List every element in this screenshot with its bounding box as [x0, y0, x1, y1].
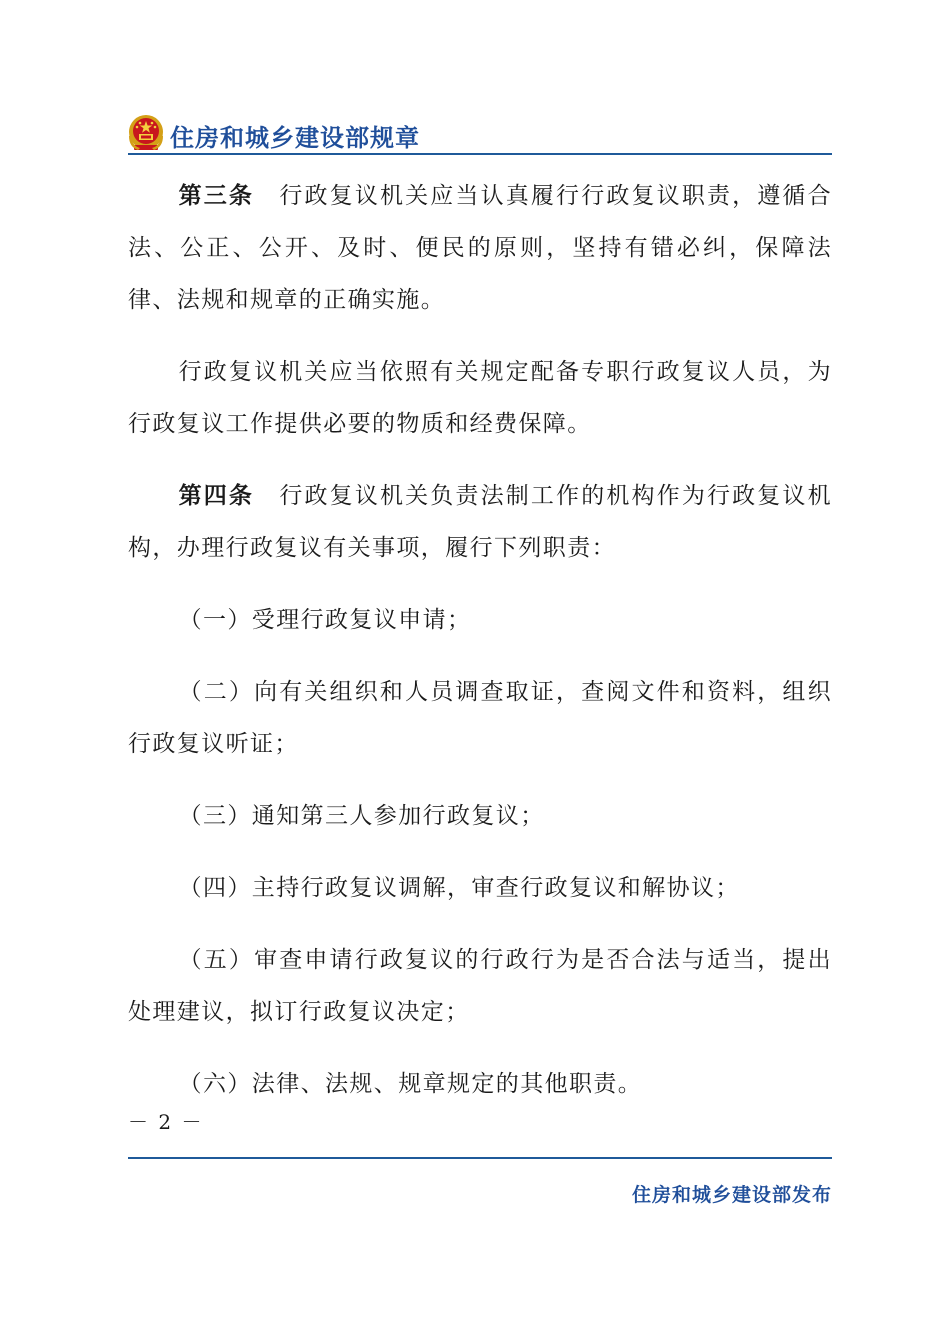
- list-item-text: （四）主持行政复议调解，审查行政复议和解协议；: [178, 875, 740, 901]
- list-item-text: （二）向有关组织和人员调查取证，查阅文件和资料，组织行政复议听证；: [128, 679, 832, 757]
- article-text: 行政复议机关应当认真履行行政复议职责，遵循合法、公正、公开、及时、便民的原则，坚持有错必纠，保障法律、法规和规章的正确实施。: [128, 183, 832, 313]
- footer-rule: [128, 1157, 832, 1159]
- article-heading: 第四条: [178, 483, 255, 509]
- page-number: － 2 －: [128, 1110, 204, 1134]
- national-emblem-icon: [128, 114, 164, 152]
- duty-item-6: [128, 1058, 832, 1110]
- document-body: [128, 170, 832, 1110]
- page-header: [128, 112, 832, 156]
- duty-item-4: [128, 862, 832, 914]
- article-4: [128, 470, 832, 574]
- duty-item-1: [128, 594, 832, 646]
- article-3-paragraph-2: [128, 346, 832, 450]
- list-item-text: （六）法律、法规、规章规定的其他职责。: [178, 1071, 643, 1097]
- footer-publisher: 住房和城乡建设部发布: [631, 1184, 832, 1206]
- duty-item-5: [128, 934, 832, 1038]
- paragraph-text: 行政复议机关应当依照有关规定配备专职行政复议人员，为行政复议工作提供必要的物质和经费保障。: [128, 359, 832, 437]
- header-rule: [128, 153, 832, 155]
- list-item-text: （五）审查申请行政复议的行政行为是否合法与适当，提出处理建议，拟订行政复议决定；: [128, 947, 832, 1025]
- article-heading: 第三条: [178, 183, 255, 209]
- list-item-text: （三）通知第三人参加行政复议；: [178, 803, 545, 829]
- duty-item-2: [128, 666, 832, 770]
- duty-item-3: [128, 790, 832, 842]
- article-3: [128, 170, 832, 326]
- list-item-text: （一）受理行政复议申请；: [178, 607, 472, 633]
- header-title: 住房和城乡建设部规章: [170, 124, 420, 152]
- article-text: 行政复议机关负责法制工作的机构作为行政复议机构，办理行政复议有关事项，履行下列职责：: [128, 483, 832, 561]
